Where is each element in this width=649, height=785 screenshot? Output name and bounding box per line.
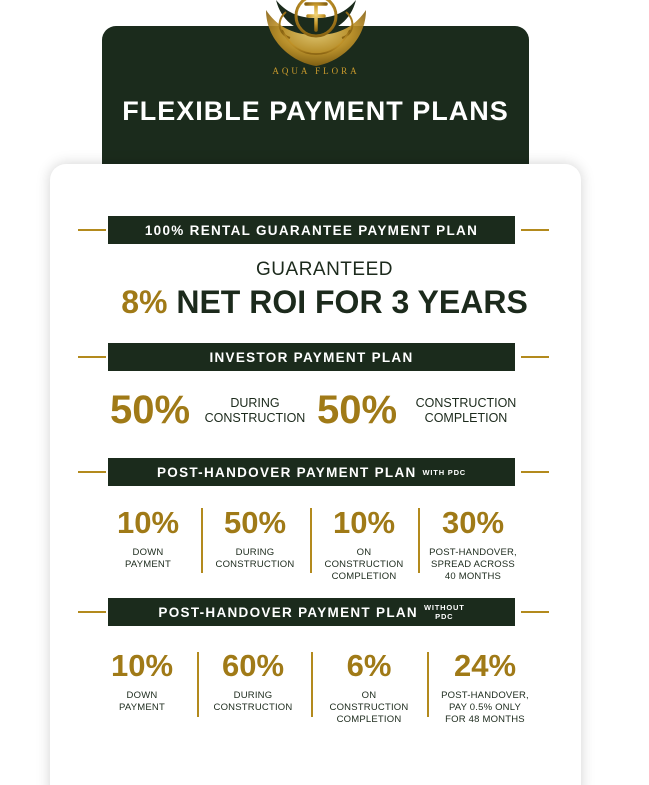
logo-wordmark: AQUA FLORA — [272, 66, 360, 76]
roi-line — [0, 284, 649, 321]
investor-plan-band — [108, 343, 515, 371]
investor-caption-completion: CONSTRUCTION COMPLETION — [415, 396, 517, 425]
page-title: FLEXIBLE PAYMENT PLANS — [122, 96, 509, 126]
column-divider — [311, 652, 313, 717]
decorative-rule — [521, 611, 549, 613]
column-divider — [310, 508, 312, 573]
no-pdc-plan-title: POST-HANDOVER PAYMENT PLAN — [158, 604, 418, 620]
pdc-col-post: 30% POST-HANDOVER, SPREAD ACROSS 40 MONTHS — [429, 505, 517, 582]
column-divider — [418, 508, 420, 573]
pdc-col-completion: 10% ON CONSTRUCTION COMPLETION — [324, 505, 404, 582]
decorative-rule — [78, 229, 106, 231]
aqua-flora-logo — [246, 0, 386, 78]
no-pdc-col-completion: 6% ON CONSTRUCTION COMPLETION — [329, 648, 409, 725]
pdc-plan-title: POST-HANDOVER PAYMENT PLAN — [156, 464, 417, 480]
investor-pct-completion: 50% — [317, 388, 398, 432]
investor-pct-during: 50% — [110, 388, 191, 432]
rental-plan-title: 100% RENTAL GUARANTEE PAYMENT PLAN — [144, 222, 479, 238]
decorative-rule — [78, 356, 106, 358]
decorative-rule — [78, 611, 106, 613]
decorative-rule — [521, 229, 549, 231]
no-pdc-col-down: 10% DOWN PAYMENT — [110, 648, 174, 713]
column-divider — [427, 652, 429, 717]
pdc-col-during: 50% DURING CONSTRUCTION — [215, 505, 295, 570]
no-pdc-plan-band — [108, 598, 515, 626]
pdc-col-down: 10% DOWN PAYMENT — [116, 505, 180, 570]
guaranteed-label: GUARANTEED — [256, 259, 393, 280]
column-divider — [197, 652, 199, 717]
rental-plan-band — [108, 216, 515, 244]
roi-text: NET ROI FOR 3 YEARS — [176, 284, 528, 320]
decorative-rule — [521, 471, 549, 473]
investor-plan-title: INVESTOR PAYMENT PLAN — [209, 349, 414, 365]
no-pdc-plan-suffix: WITHOUT PDC — [423, 603, 465, 621]
column-divider — [201, 508, 203, 573]
pdc-plan-band — [108, 458, 515, 486]
decorative-rule — [78, 471, 106, 473]
investor-caption-during: DURING CONSTRUCTION — [204, 396, 306, 425]
roi-value: 8% — [121, 284, 168, 320]
pdc-plan-suffix: WITH PDC — [422, 467, 467, 477]
no-pdc-col-during: 60% DURING CONSTRUCTION — [213, 648, 293, 713]
no-pdc-col-post: 24% POST-HANDOVER, PAY 0.5% ONLY FOR 48 MONTHS — [441, 648, 529, 725]
decorative-rule — [521, 356, 549, 358]
